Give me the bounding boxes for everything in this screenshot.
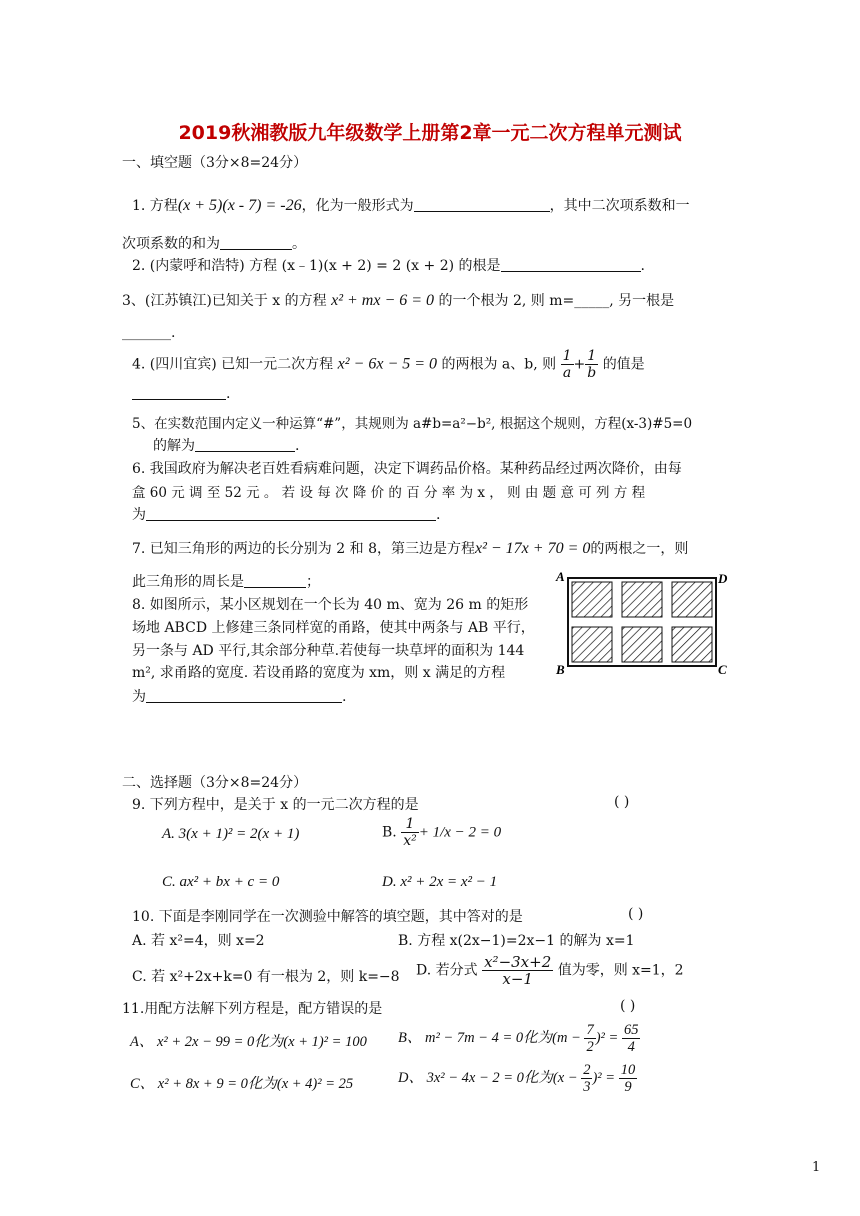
lawn-1 [572, 582, 612, 617]
q1-prefix: 1. 方程 [132, 198, 178, 214]
q11-option-a[interactable]: A、 x² + 2x − 99 = 0化为(x + 1)² = 100 [130, 1034, 367, 1050]
q9-option-d[interactable]: D. x² + 2x = x² − 1 [382, 874, 498, 890]
q10-option-d[interactable] [416, 954, 684, 987]
q1-end: 。 [292, 236, 306, 252]
q11-b-prefix: B、 m² − 7m − 4 = 0化为(m − [398, 1029, 581, 1046]
lawn-5 [622, 627, 662, 662]
vertex-label-c: C [718, 662, 727, 677]
question-10-stem: 10. 下面是李刚同学在一次测验中解答的填空题，其中答对的是 [132, 909, 523, 925]
q4-fraction-1-over-a: $\frac{1}{a}$ [562, 348, 572, 381]
q2-answer-blank[interactable] [501, 257, 641, 272]
q9-b-fraction: $\frac{1}{\text{x²}}$ [403, 816, 417, 849]
question-8-line3: 另一条与 AD 平行,其余部分种草.若使每一块草坪的面积为 144 [132, 643, 525, 659]
q10-d-tail: 值为零，则 x=1，2 [557, 962, 684, 979]
q1-answer-blank-2[interactable] [220, 235, 292, 250]
q1-mid: ，化为一般形式为 [301, 198, 414, 214]
q7-tail: 的两根之一，则 [590, 541, 689, 557]
lawn-4 [572, 627, 612, 662]
q8-line5: 为 [132, 689, 146, 705]
q7-line2: 此三角形的周长是 [132, 574, 244, 590]
q9-option-a[interactable]: A. 3(x + 1)² = 2(x + 1) [162, 826, 300, 842]
q5-end: . [295, 438, 300, 454]
question-8: 8. 如图所示，某小区规划在一个长为 40 m、宽为 26 m 的矩形 [132, 597, 529, 613]
q11-b-fraction: $\frac{7}{2}$ [586, 1022, 594, 1055]
q4-end: . [226, 386, 231, 402]
question-3-line2: _______. [122, 325, 176, 341]
section-fill-in: 一、填空题（3分×8=24分） [122, 155, 308, 171]
q2-end: . [640, 258, 645, 274]
q10-d-fraction: $\frac{\text{x²−3x+2}}{x-1}$ [484, 953, 552, 988]
q10-option-a[interactable]: A. 若 x²=4，则 x=2 [132, 933, 265, 949]
q8-answer-blank[interactable] [146, 688, 342, 703]
q11-b-mid: )² = [595, 1029, 619, 1046]
q10-d-prefix: D. 若分式 [416, 962, 478, 979]
q4-mid: 的两根为 a、b, 则 [441, 356, 557, 373]
q1-answer-blank-1[interactable] [414, 197, 550, 212]
q11-option-d[interactable] [398, 1062, 637, 1095]
q10-answer-paren[interactable]: ( ) [628, 906, 644, 922]
q8-end: . [342, 689, 347, 705]
q11-d-fraction: $\frac{2}{3}$ [583, 1062, 591, 1095]
q9-option-c[interactable]: C. ax² + bx + c = 0 [162, 874, 280, 890]
question-1 [132, 195, 690, 215]
q11-d-mid: )² = [592, 1069, 616, 1086]
q4-prefix: 4. (四川宜宾) 已知一元二次方程 [132, 356, 334, 373]
question-5-line2 [153, 435, 299, 455]
q11-answer-paren[interactable]: ( ) [620, 998, 636, 1014]
q9-b-label: B. [382, 824, 397, 841]
q9-b-tail: + 1/x − 2 = 0 [418, 824, 502, 841]
q6-line3: 为 [132, 507, 146, 523]
section-multiple-choice: 二、选择题（3分×8=24分） [122, 775, 308, 791]
question-6-line3 [132, 504, 440, 524]
question-7-line2 [132, 571, 320, 591]
q3-tail: 的一个根为 2, 则 m=_____, 另一根是 [438, 293, 675, 309]
q7-answer-blank[interactable] [244, 573, 306, 588]
question-3 [122, 290, 674, 310]
q3-equation: x² + mx − 6 = 0 [331, 292, 435, 309]
q1-line2: 次项系数的和为 [122, 236, 220, 252]
lawn-6 [672, 627, 712, 662]
vertex-label-a: A [556, 570, 565, 584]
q1-equation: (x + 5)(x - 7) = -26 [177, 197, 302, 214]
q5-line2: 的解为 [153, 438, 195, 454]
question-4 [132, 348, 645, 381]
lawn-3 [672, 582, 712, 617]
q11-d-prefix: D、 3x² − 4x − 2 = 0化为(x − [398, 1069, 578, 1086]
q9-option-b[interactable] [382, 816, 501, 849]
q11-option-b[interactable] [398, 1022, 640, 1055]
question-2 [132, 255, 645, 275]
q4-fraction-1-over-b: $\frac{1}{b}$ [587, 348, 597, 381]
q4-answer-blank[interactable] [132, 385, 226, 400]
rectangle-field-figure [554, 570, 734, 678]
question-8-line4: m², 求甬路的宽度. 若设甬路的宽度为 xm，则 x 满足的方程 [132, 665, 506, 681]
q3-prefix: 3、(江苏镇江)已知关于 x 的方程 [122, 293, 327, 309]
q6-end: . [436, 507, 441, 523]
q4-equation: x² − 6x − 5 = 0 [337, 355, 438, 373]
question-9-stem: 9. 下列方程中，是关于 x 的一元二次方程的是 [132, 797, 419, 813]
page-title: 2019秋湘教版九年级数学上册第2章一元二次方程单元测试 [178, 122, 682, 144]
vertex-label-b: B [556, 662, 565, 677]
q11-b-rhs: $\frac{65}{4}$ [623, 1022, 639, 1055]
q7-end: ； [306, 574, 320, 590]
question-1-line2 [122, 233, 306, 253]
q10-option-b[interactable]: B. 方程 x(2x−1)=2x−1 的解为 x=1 [398, 933, 635, 949]
q2-text: 2. (内蒙呼和浩特) 方程 (x﹣1)(x + 2) = 2 (x + 2) 的根是 [132, 258, 501, 274]
question-6: 6. 我国政府为解决老百姓看病难问题，决定下调药品价格。某种药品经过两次降价，由每 [132, 461, 682, 477]
page-number: 1 [812, 1160, 821, 1175]
question-6-line2: 盒 60 元 调 至 52 元 。 若 设 每 次 降 价 的 百 分 率 为 x ， 则 由 题 意 可 列 方 程 [132, 485, 646, 501]
question-5: 5、在实数范围内定义一种运算“#”，其规则为 a#b=a²−b², 根据这个规则，方程(x-3)#5=0 [132, 416, 693, 432]
q11-d-rhs: $\frac{10}{9}$ [620, 1062, 636, 1095]
q4-tail: 的值是 [602, 356, 645, 373]
question-7 [132, 538, 688, 558]
question-4-line2 [132, 385, 230, 402]
q7-prefix: 7. 已知三角形的两边的长分别为 2 和 8，第三边是方程 [132, 541, 475, 557]
q6-answer-blank[interactable] [146, 506, 436, 521]
question-8-line2: 场地 ABCD 上修建三条同样宽的甬路，使其中两条与 AB 平行， [132, 620, 535, 636]
lawn-2 [622, 582, 662, 617]
q4-plus: + [573, 356, 586, 373]
q9-answer-paren[interactable]: ( ) [614, 794, 630, 810]
q5-answer-blank[interactable] [195, 437, 295, 452]
q7-equation: x² − 17x + 70 = 0 [474, 540, 591, 557]
question-8-line5 [132, 686, 346, 706]
q10-option-c[interactable]: C. 若 x²+2x+k=0 有一根为 2，则 k=−8 [132, 969, 400, 985]
vertex-label-d: D [718, 571, 728, 586]
question-11-stem: 11.用配方法解下列方程是，配方错误的是 [122, 1001, 383, 1017]
q11-option-c[interactable]: C、 x² + 8x + 9 = 0化为(x + 4)² = 25 [130, 1076, 354, 1092]
q1-tail: ，其中二次项系数和一 [549, 198, 690, 214]
